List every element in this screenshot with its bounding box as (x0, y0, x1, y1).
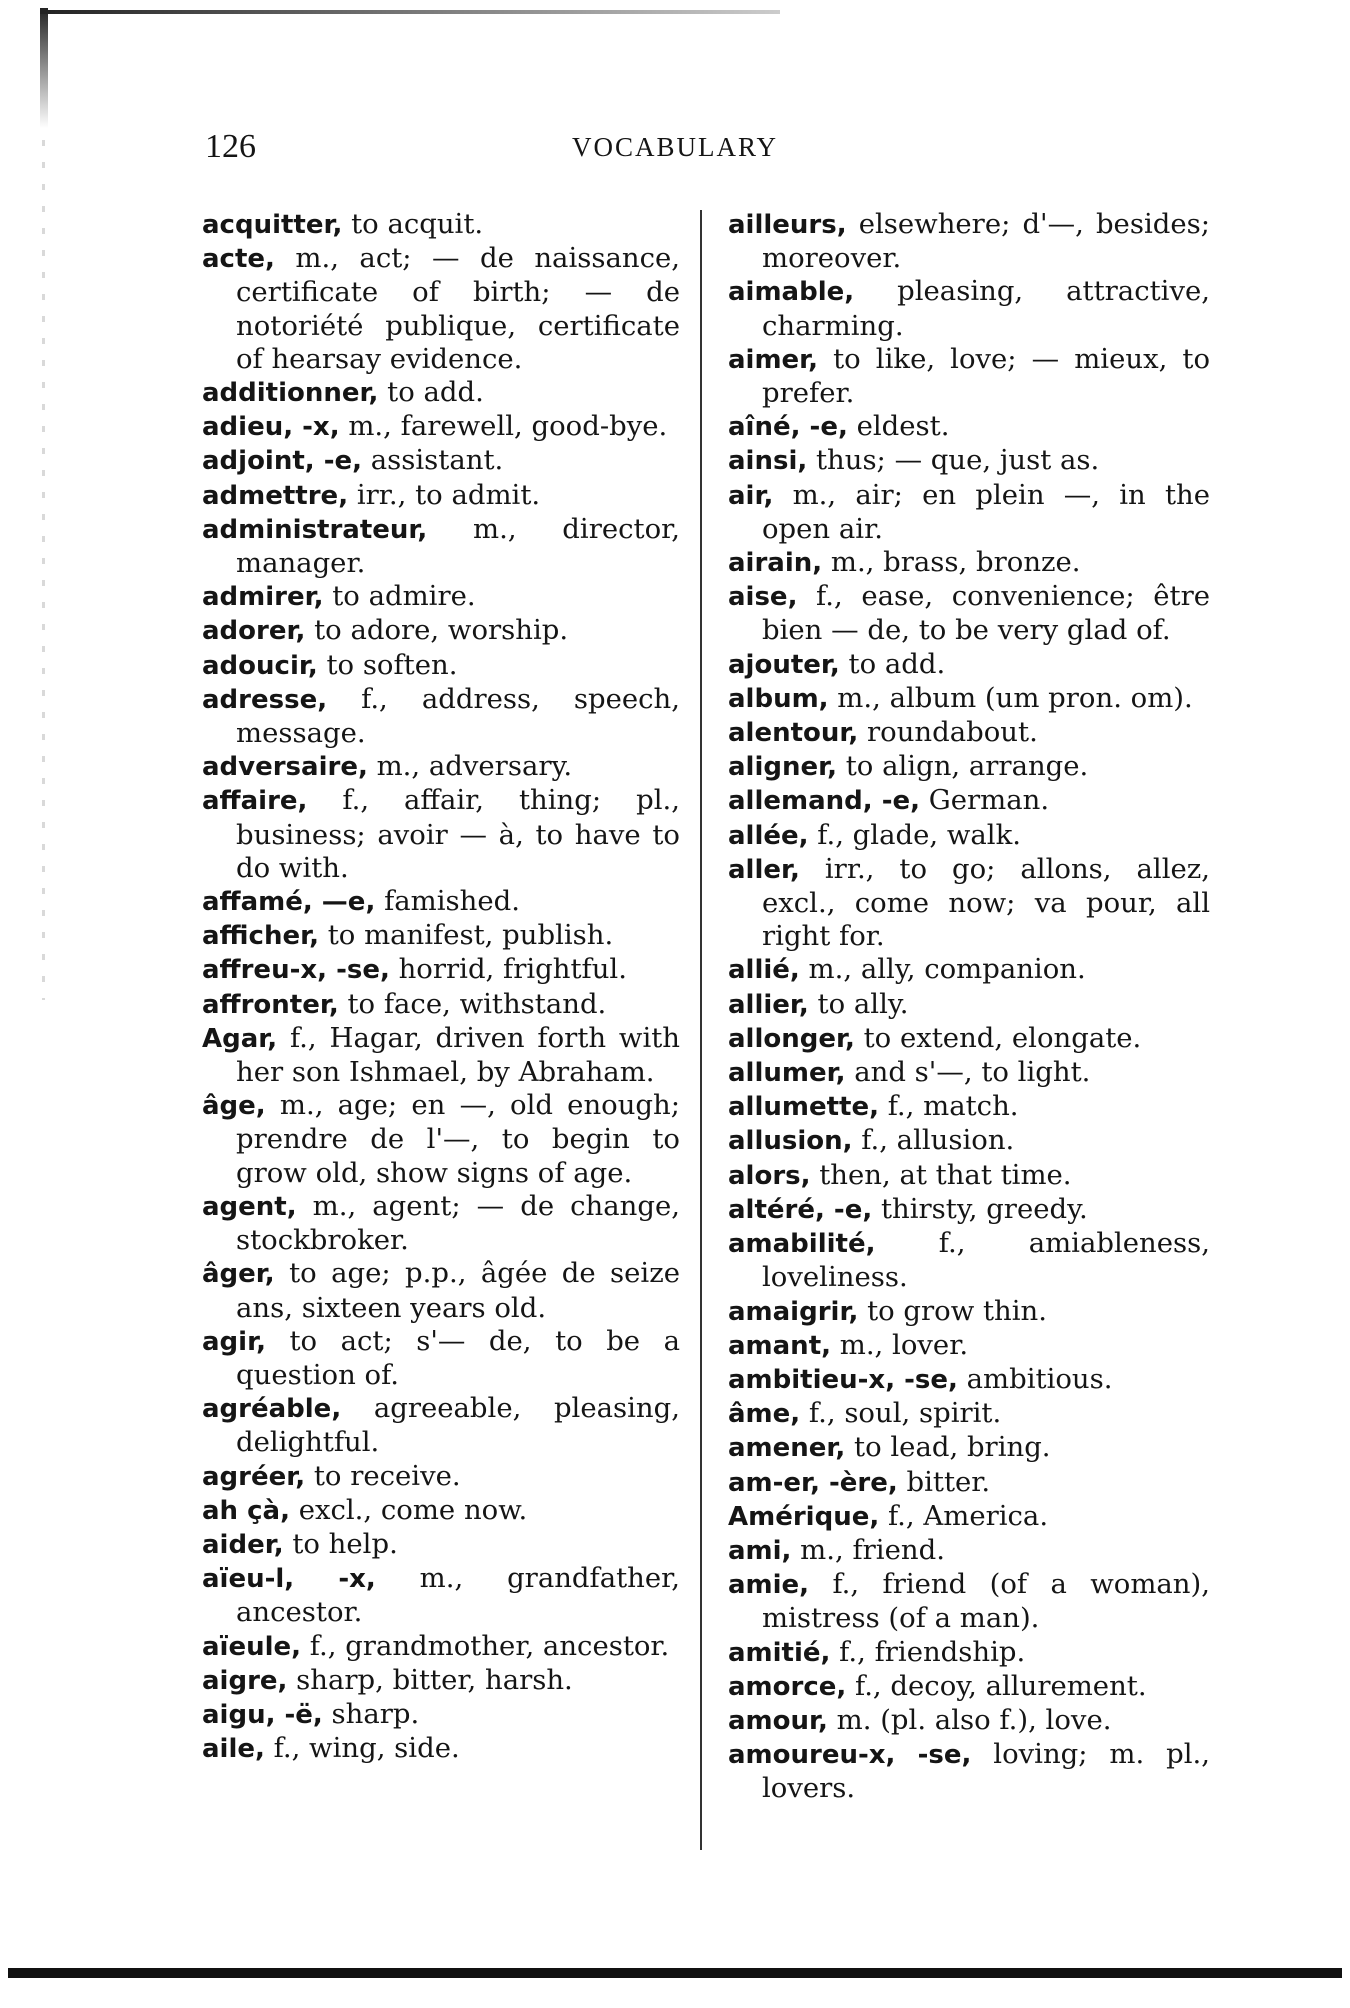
entry-definition: f., wing, side. (264, 1732, 460, 1765)
entry-definition: f., allusion. (852, 1124, 1015, 1157)
dictionary-entry (202, 614, 680, 648)
entry-headword: amener, (728, 1433, 846, 1464)
entry-definition: f., amiableness, loveliness. (762, 1227, 1210, 1294)
entry-definition: m. (pl. also f.), love. (827, 1703, 1112, 1736)
running-head: VOCABULARY (571, 132, 779, 162)
entry-definition: to adore, worship. (305, 614, 569, 647)
dictionary-entry (728, 750, 1210, 784)
entry-definition: sharp, bitter, harsh. (287, 1663, 573, 1696)
entry-definition: German. (920, 784, 1050, 817)
dictionary-entry (202, 1089, 680, 1190)
dictionary-entry (728, 1500, 1210, 1534)
dictionary-entry (202, 1257, 680, 1324)
entry-definition: agreeable, pleasing, delightful. (236, 1392, 680, 1459)
right-column (728, 208, 1210, 1806)
entry-headword: aimer, (728, 344, 819, 375)
entry-definition: then, at that time. (810, 1158, 1072, 1191)
column-divider (700, 210, 702, 1850)
dictionary-entry (728, 1022, 1210, 1056)
entry-definition: f., glade, walk. (808, 818, 1021, 851)
entry-headword: am-er, -ère, (728, 1467, 898, 1498)
entry-headword: âme, (728, 1399, 801, 1430)
dictionary-entry (202, 1460, 680, 1494)
dictionary-entry (728, 410, 1210, 444)
scan-top-edge (40, 10, 780, 14)
entry-definition: to grow thin. (858, 1294, 1048, 1327)
entry-headword: aïeu-l, -x, (202, 1564, 376, 1595)
entry-definition: thus; — que, just as. (807, 444, 1100, 477)
entry-headword: ainsi, (728, 446, 808, 477)
entry-definition: to age; p.p., âgée de seize ans, sixteen years old. (236, 1257, 680, 1324)
dictionary-entry (202, 988, 680, 1022)
entry-headword: aider, (202, 1529, 284, 1560)
page-number: 126 (205, 128, 256, 165)
entry-definition: f., grandmother, ancestor. (301, 1629, 670, 1662)
dictionary-entry (202, 1325, 680, 1392)
dictionary-entry (728, 953, 1210, 987)
entry-definition: m., ally, companion. (799, 953, 1086, 986)
entry-definition: to act; s'— de, to be a question of. (236, 1324, 680, 1391)
dictionary-entry (728, 1704, 1210, 1738)
entry-headword: Agar, (202, 1023, 278, 1054)
entry-headword: allusion, (728, 1126, 853, 1157)
entry-headword: Amérique, (728, 1501, 880, 1532)
scan-edge-noise (42, 140, 45, 1000)
entry-definition: f., affair, thing; pl., business; avoir — à, to have to do with. (236, 784, 680, 884)
entry-definition: to add. (378, 376, 484, 409)
dictionary-entry (202, 580, 680, 614)
entry-definition: famished. (375, 885, 520, 918)
entry-headword: aile, (202, 1734, 265, 1765)
dictionary-entry (728, 784, 1210, 818)
bottom-rule (8, 1968, 1342, 1978)
entry-headword: amabilité, (728, 1229, 876, 1260)
entry-headword: allumette, (728, 1092, 879, 1123)
entry-definition: to add. (839, 647, 946, 680)
entry-definition: m., adversary. (367, 750, 573, 783)
entry-definition: eldest. (847, 410, 950, 443)
entry-headword: ailleurs, (728, 210, 847, 240)
entry-headword: ambitieu-x, -se, (728, 1364, 958, 1395)
entry-headword: alors, (728, 1160, 811, 1191)
entry-headword: afficher, (202, 921, 319, 952)
entry-definition: to extend, elongate. (854, 1021, 1142, 1054)
dictionary-entry (202, 649, 680, 683)
entry-headword: amie, (728, 1570, 810, 1601)
entry-headword: air, (728, 480, 774, 511)
entry-definition: m., director, manager. (236, 512, 680, 580)
entry-headword: allemand, -e, (728, 786, 920, 817)
dictionary-entry (202, 208, 680, 242)
entry-headword: ah çà, (202, 1495, 290, 1526)
dictionary-entry (202, 1562, 680, 1629)
dictionary-entry (202, 1190, 680, 1257)
dictionary-entry (202, 410, 680, 444)
entry-definition: to acquit. (342, 208, 484, 240)
dictionary-entry (728, 1431, 1210, 1465)
entry-headword: aimable, (728, 277, 855, 308)
entry-definition: m., air; en plein —, in the open air. (762, 478, 1210, 545)
entry-headword: acte, (202, 244, 275, 275)
entry-definition: thirsty, greedy. (872, 1192, 1088, 1225)
entry-headword: affreu-x, -se, (202, 955, 390, 986)
entry-headword: allée, (728, 820, 809, 851)
entry-headword: album, (728, 683, 829, 714)
entry-definition: and s'—, to light. (845, 1056, 1091, 1089)
dictionary-entry (728, 479, 1210, 546)
dictionary-entry (202, 444, 680, 478)
entry-definition: horrid, frightful. (389, 953, 627, 986)
dictionary-entry (202, 479, 680, 513)
dictionary-entry (728, 1329, 1210, 1363)
entry-headword: agent, (202, 1191, 297, 1222)
dictionary-entry (202, 1494, 680, 1528)
dictionary-entry (728, 648, 1210, 682)
entry-definition: to face, withstand. (338, 987, 607, 1020)
left-column (202, 208, 680, 1766)
entry-definition: f., match. (878, 1090, 1019, 1123)
dictionary-entry (728, 1568, 1210, 1635)
dictionary-entry (202, 1630, 680, 1664)
entry-headword: ami, (728, 1535, 792, 1566)
dictionary-entry (202, 242, 680, 376)
dictionary-entry (202, 1528, 680, 1562)
dictionary-entry (728, 1193, 1210, 1227)
entry-headword: agréer, (202, 1461, 306, 1492)
entry-definition: to lead, bring. (845, 1431, 1051, 1464)
dictionary-entry (728, 1056, 1210, 1090)
entry-definition: to help. (283, 1527, 398, 1560)
entry-definition: m., agent; — de change, stockbroker. (236, 1189, 680, 1257)
entry-headword: aïeule, (202, 1631, 302, 1662)
entry-definition: to like, love; — mieux, to prefer. (762, 342, 1210, 410)
entry-headword: affronter, (202, 989, 339, 1020)
dictionary-entry (202, 885, 680, 919)
entry-headword: affaire, (202, 786, 308, 817)
dictionary-entry (202, 1732, 680, 1766)
entry-headword: agir, (202, 1326, 266, 1357)
dictionary-entry (202, 919, 680, 953)
entry-headword: amant, (728, 1330, 831, 1361)
entry-headword: altéré, -e, (728, 1194, 873, 1225)
entry-headword: airain, (728, 548, 823, 579)
entry-definition: f., friend (of a woman), mistress (of a man). (762, 1568, 1210, 1635)
entry-headword: administrateur, (202, 514, 428, 545)
dictionary-entry (202, 784, 680, 885)
dictionary-entry (728, 1738, 1210, 1805)
entry-definition: m., brass, bronze. (822, 546, 1081, 579)
dictionary-entry (202, 1022, 680, 1089)
dictionary-entry (202, 376, 680, 410)
entry-headword: aigre, (202, 1665, 288, 1696)
entry-definition: f., America. (879, 1499, 1049, 1532)
dictionary-entry (728, 1636, 1210, 1670)
entry-headword: ajouter, (728, 649, 840, 680)
entry-headword: adorer, (202, 616, 306, 647)
dictionary-entry (728, 1295, 1210, 1329)
entry-headword: aise, (728, 582, 798, 613)
entry-headword: admirer, (202, 582, 324, 613)
entry-headword: amorce, (728, 1671, 847, 1702)
dictionary-entry (728, 853, 1210, 954)
dictionary-entry (728, 1363, 1210, 1397)
dictionary-entry (728, 343, 1210, 410)
dictionary-entry (728, 444, 1210, 478)
entry-definition: f., Hagar, driven forth with her son Ishmael, by Abraham. (236, 1021, 680, 1089)
entry-headword: âger, (202, 1259, 275, 1290)
scan-corner-mark (40, 8, 48, 128)
entry-headword: aîné, -e, (728, 412, 848, 443)
entry-headword: admettre, (202, 480, 349, 511)
dictionary-entry (202, 953, 680, 987)
entry-definition: roundabout. (858, 716, 1038, 749)
entry-definition: to ally. (808, 987, 909, 1020)
dictionary-entry (728, 1670, 1210, 1704)
entry-definition: to align, arrange. (837, 750, 1089, 783)
dictionary-entry (728, 275, 1210, 342)
dictionary-entry (728, 682, 1210, 716)
dictionary-entry (728, 1466, 1210, 1500)
entry-definition: m., friend. (791, 1533, 945, 1566)
entry-definition: elsewhere; d'—, besides; moreover. (762, 208, 1210, 275)
entry-headword: amour, (728, 1705, 828, 1736)
entry-definition: m., act; — de naissance, certificate of birth; — de notoriété publique, certificate of hearsay evidence. (236, 242, 680, 375)
entry-definition: f., soul, spirit. (800, 1397, 1002, 1430)
entry-definition: ambitious. (957, 1362, 1113, 1395)
entry-headword: allier, (728, 989, 809, 1020)
entry-definition: to admire. (323, 580, 476, 613)
entry-headword: amoureu-x, -se, (728, 1740, 972, 1771)
entry-definition: f., address, speech, message. (236, 682, 680, 750)
entry-headword: alentour, (728, 718, 859, 749)
entry-headword: adieu, -x, (202, 412, 340, 443)
dictionary-entry (728, 1159, 1210, 1193)
dictionary-entry (202, 513, 680, 580)
dictionary-entry (728, 1124, 1210, 1158)
dictionary-entry (728, 1397, 1210, 1431)
dictionary-entry (728, 716, 1210, 750)
dictionary-entry (728, 546, 1210, 580)
entry-definition: excl., come now. (289, 1493, 528, 1526)
dictionary-entry (728, 1534, 1210, 1568)
entry-definition: to soften. (317, 648, 458, 681)
entry-headword: allié, (728, 955, 800, 986)
entry-definition: to receive. (305, 1459, 461, 1492)
entry-headword: allumer, (728, 1058, 846, 1089)
entry-headword: additionner, (202, 378, 379, 409)
entry-definition: bitter. (897, 1465, 991, 1498)
dictionary-entry (202, 1664, 680, 1698)
dictionary-entry (728, 1227, 1210, 1294)
entry-headword: aller, (728, 854, 800, 885)
entry-headword: adoucir, (202, 650, 318, 681)
entry-headword: aigu, -ë, (202, 1699, 323, 1730)
entry-definition: m., lover. (831, 1328, 969, 1361)
entry-headword: affamé, —e, (202, 887, 376, 918)
dictionary-entry (202, 683, 680, 750)
entry-headword: âge, (202, 1091, 266, 1122)
dictionary-entry (728, 1090, 1210, 1124)
dictionary-entry (728, 580, 1210, 647)
entry-headword: acquitter, (202, 210, 343, 240)
entry-definition: assistant. (362, 444, 504, 477)
entry-definition: m., grandfather, ancestor. (236, 1562, 681, 1629)
entry-definition: f., decoy, allurement. (846, 1669, 1147, 1702)
entry-definition: f., ease, convenience; être bien — de, to be very glad of. (762, 580, 1210, 647)
dictionary-entry (202, 1698, 680, 1732)
entry-definition: to manifest, publish. (318, 919, 614, 952)
entry-definition: loving; m. pl., lovers. (762, 1738, 1210, 1805)
entry-headword: adversaire, (202, 752, 368, 783)
entry-definition: sharp. (322, 1697, 420, 1730)
entry-headword: agréable, (202, 1394, 342, 1425)
entry-definition: f., friendship. (830, 1635, 1026, 1668)
entry-definition: irr., to go; allons, allez, excl., come now; va pour, all right for. (762, 852, 1210, 953)
dictionary-entry (202, 750, 680, 784)
entry-headword: allonger, (728, 1023, 855, 1054)
dictionary-entry (728, 988, 1210, 1022)
entry-definition: irr., to admit. (348, 478, 541, 511)
entry-definition: m., farewell, good-bye. (339, 410, 668, 443)
entry-headword: amitié, (728, 1637, 831, 1668)
entry-headword: aligner, (728, 752, 838, 783)
entry-definition: pleasing, attractive, charming. (762, 275, 1210, 342)
dictionary-entry (728, 208, 1210, 275)
entry-headword: amaigrir, (728, 1296, 859, 1327)
entry-headword: adresse, (202, 684, 328, 715)
dictionary-entry (728, 819, 1210, 853)
entry-definition: m., age; en —, old enough; prendre de l'—, to begin to grow old, show signs of age. (236, 1089, 680, 1189)
dictionary-entry (202, 1392, 680, 1459)
entry-definition: m., album (um pron. om). (828, 681, 1193, 714)
entry-headword: adjoint, -e, (202, 446, 363, 477)
